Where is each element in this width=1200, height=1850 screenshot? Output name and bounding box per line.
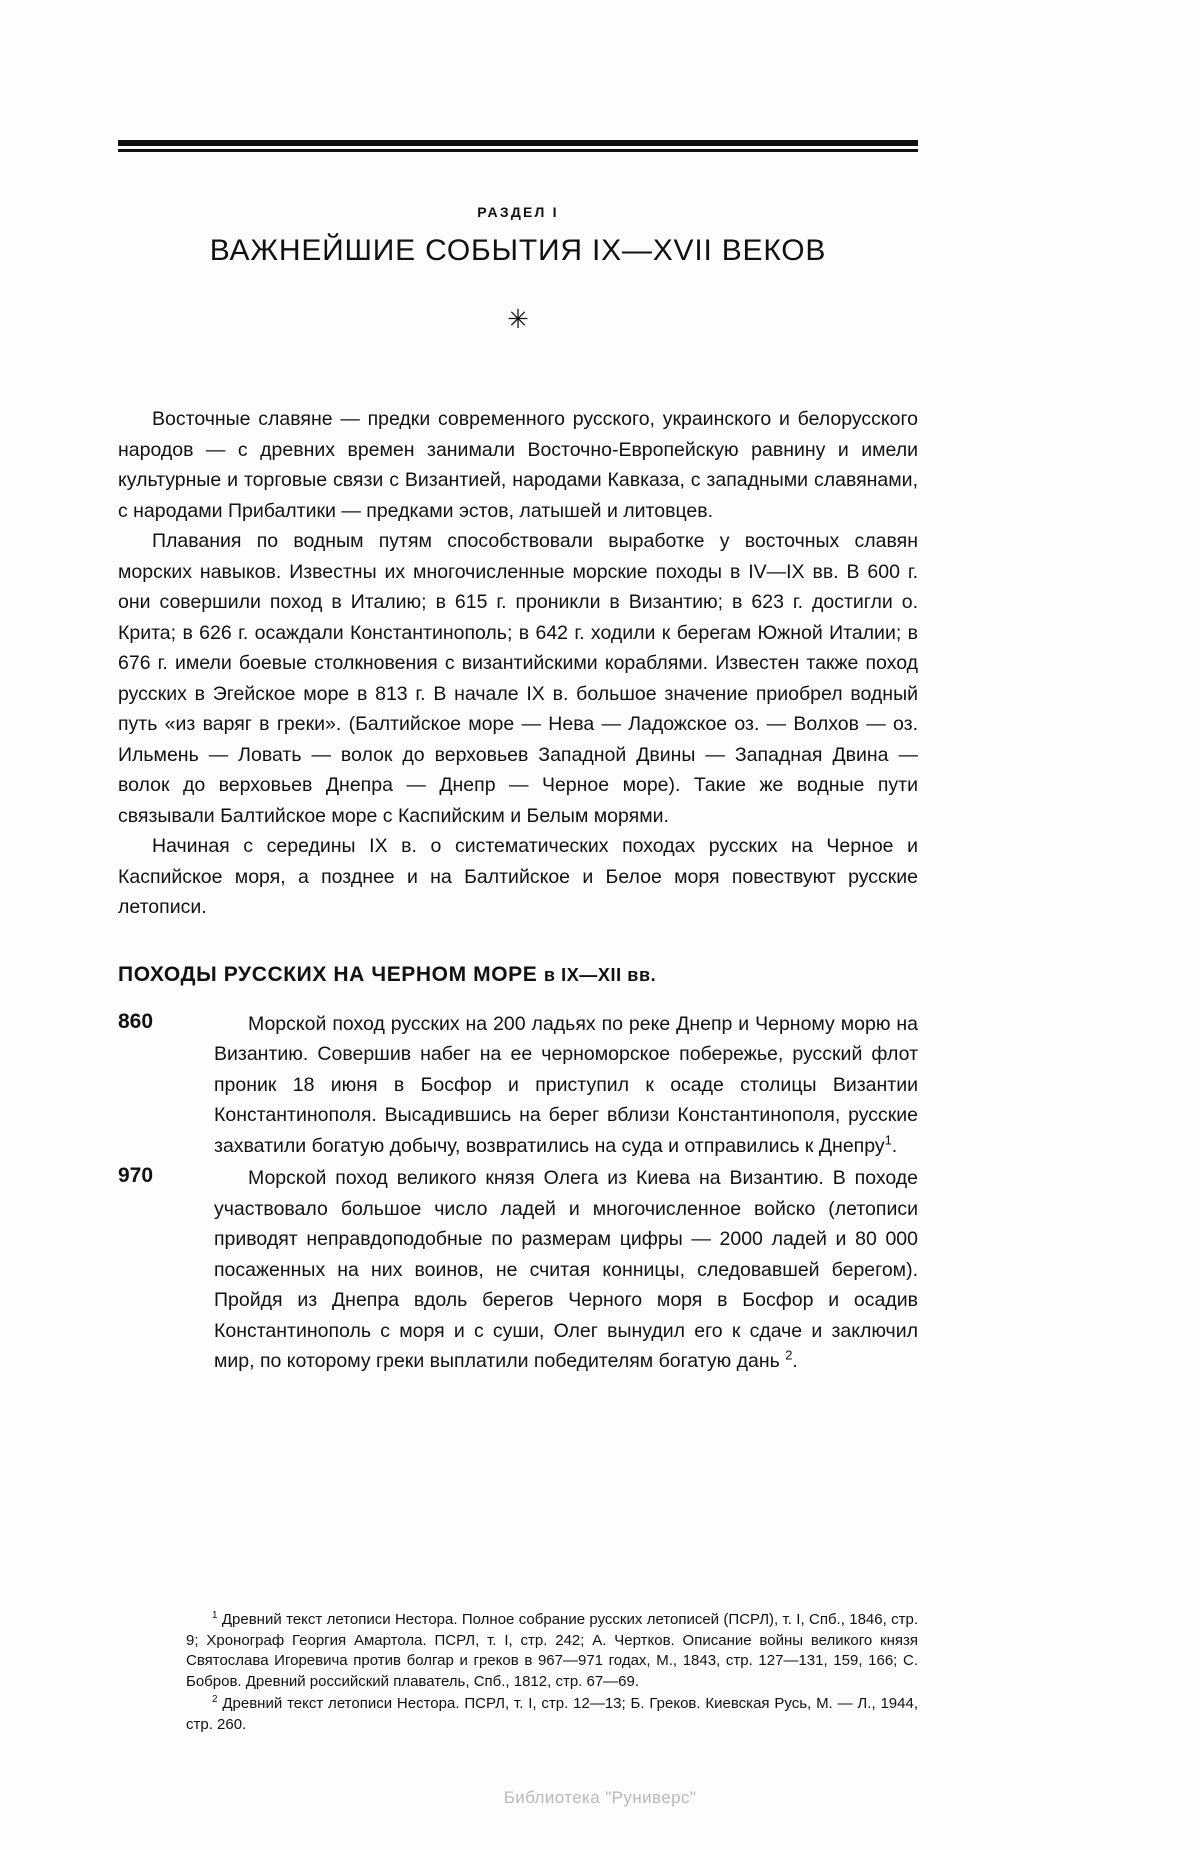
footnote-text: Древний текст летописи Нестора. ПСРЛ, т. I, стр. 12—13; Б. Греков. Киевская Русь, М. — Л., 1944, стр. 260. xyxy=(186,1695,918,1733)
entry-footnote-marker[interactable]: 1 xyxy=(884,1132,892,1147)
footnote-marker: 2 xyxy=(212,1694,218,1705)
intro-paragraph-2: Плавания по водным путям способствовали выработке у восточных славян морских навыков. Известны их многочисленные морские походы в IV—IX вв. В 600 г. они совершили поход в Италию; в 615 г. проникли в Византию; в 623 г. достигли о. Крита; в 626 г. осаждали Константинополь; в 642 г. ходили к берегам Южной Италии; в 676 г. имели боевые столкновения с византийскими кораблями. Известен также поход русских в Эгейское море в 813 г. В начале IX в. большое значение приобрел водный путь «из варяг в греки». (Балтийское море — Нева — Ладожское оз. — Волхов — оз. Ильмень — Ловать — волок до верховьев Западной Двины — Западная Двина — волок до верховьев Днепра — Днепр — Черное море). Такие же водные пути связывали Балтийское море с Каспийским и Белым морями. xyxy=(118,530,918,827)
entry-year: 860 xyxy=(118,1009,154,1033)
subsection-heading-period: в IX—XII вв. xyxy=(543,964,657,985)
entry-year: 970 xyxy=(118,1164,154,1187)
section-label: РАЗДЕЛ I xyxy=(477,204,559,220)
entry-body: Морской поход великого князя Олега из Киева на Византию. В походе участвовало большое число ладей и многочисленное войско (летописи приводят неправдоподобные по размерам цифры — 2000 ладей и 80 000 посаженных на них воинов, не считая конницы, следовавшей берегом). Пройдя из Днепра вдоль берегов Черного моря в Босфор и осадив Константинополь с моря и с суши, Олег вынудил его к сдаче и заключил мир, по которому греки выплатили победителям богатую дань xyxy=(214,1167,918,1372)
subsection-heading-main: ПОХОДЫ РУССКИХ НА ЧЕРНОМ МОРЕ xyxy=(118,962,538,986)
intro-paragraph-1: Восточные славяне — предки современного русского, украинского и белорусского народов — с древних времен занимали Восточно-Европейскую равнину и имели культурные и торговые связи с Византией, народами Кавказа, с западными славянами, с народами Прибалтики — предками эстов, латышей и литовцев. xyxy=(118,408,918,522)
entry-body: Морской поход русских на 200 ладьях по реке Днепр и Черному морю на Византию. Совершив набег на ее черноморское побережье, русский флот проник 18 июня в Босфор и приступил к осаде столицы Византии Константинополя. Высадившись на берег вблизи Константинополя, русские захватили богатую добычу, возвратились на суда и отправились к Днепру xyxy=(214,1012,918,1157)
page-title: ВАЖНЕЙШИЕ СОБЫТИЯ IX—XVII ВЕКОВ xyxy=(209,234,827,267)
library-watermark: Библиотека "Руниверс" xyxy=(503,1788,697,1807)
chronicle-entries xyxy=(118,1009,918,1377)
footnote-item xyxy=(186,1610,918,1692)
entry-footnote-marker[interactable]: 2 xyxy=(785,1347,793,1363)
footnote-marker: 1 xyxy=(212,1610,218,1621)
entry-text: Морской поход великого князя Олега из Киева на Византию. В походе участвовало большое число ладей и многочисленное войско (летописи приводят неправдоподобные по размерам цифры — 2000 ладей и 80 000 посаженных на них воинов, не считая конницы, следовавшей берегом). Пройдя из Днепра вдоль берегов Черного моря в Босфор и осадив Константинополь с моря и с суши, Олег вынудил его к сдаче и заключил мир, по которому греки выплатили победителям богатую дань $^2$. xyxy=(214,1167,918,1372)
header-rule-thin xyxy=(118,149,918,152)
footnotes xyxy=(186,1610,918,1737)
footnote-paragraph xyxy=(186,1694,918,1735)
chronicle-entry xyxy=(118,1163,918,1377)
page-content xyxy=(118,140,918,1379)
intro-text xyxy=(118,404,918,923)
entry-text: Морской поход русских на 200 ладьях по реке Днепр и Черному морю на Византию. Совершив набег на ее черноморское побережье, русский флот проник 18 июня в Босфор и приступил к осаде столицы Византии Константинополя. Высадившись на берег вблизи Константинополя, русские захватили богатую добычу, возвратились на суда и отправились к Днепру$^1$. xyxy=(214,1012,918,1157)
header-rule xyxy=(118,140,918,152)
chronicle-entry xyxy=(118,1009,918,1162)
ornament-asterisk: ✳ xyxy=(507,304,529,334)
footnote-paragraph xyxy=(186,1610,918,1692)
subsection-heading xyxy=(118,963,918,987)
intro-paragraph-3: Начиная с середины IX в. о систематических походах русских на Черное и Каспийское моря, а позднее и на Балтийское и Белое моря повествуют русские летописи. xyxy=(118,835,918,918)
footnote-text: Древний текст летописи Нестора. Полное собрание русских летописей (ПСРЛ), т. I, Спб., 1846, стр. 9; Хронограф Георгия Амартола. ПСРЛ, т. I, стр. 242; А. Чертков. Описание войны великого князя Святослава Игоревича против болгар и греков в 967—971 годах, М., 1843, стр. 127—131, 159, 166; С. Бобров. Древний российский плаватель, Спб., 1812, стр. 67—69. xyxy=(186,1611,918,1690)
footnote-item xyxy=(186,1694,918,1735)
